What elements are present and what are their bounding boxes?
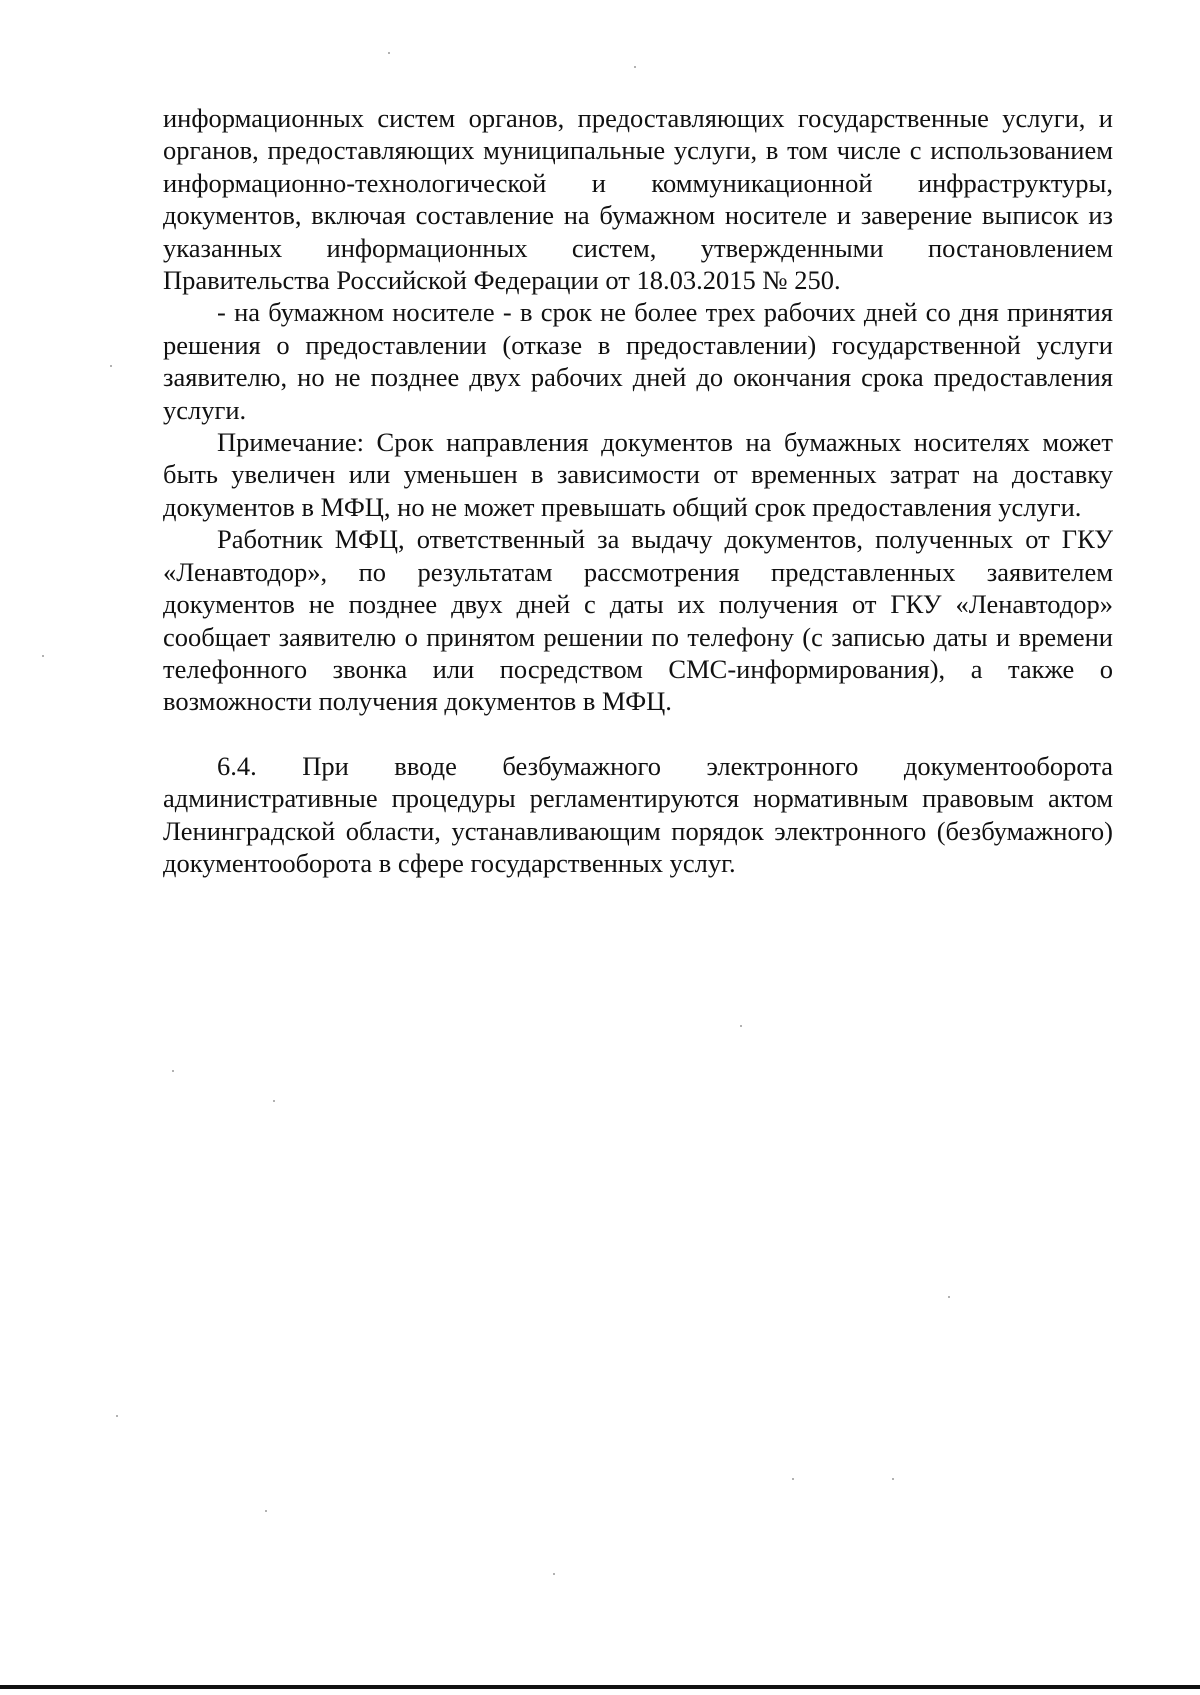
scan-speck — [948, 1296, 950, 1298]
scan-speck — [265, 1510, 267, 1512]
paragraph-section-6-4: 6.4. При вводе безбумажного электронного документооборота административные процедуры регламентируются нормативным правовым актом Ленинградской области, устанавливающим порядок электронного (безбумажного) документооборота в сфере государственных услуг. — [163, 750, 1113, 878]
paragraph-mfc-worker: Работник МФЦ, ответственный за выдачу документов, полученных от ГКУ «Ленавтодор», по результатам рассмотрения представленных заявителем документов не позднее двух дней с даты их получения от ГКУ «Ленавтодор» сообщает заявителю о принятом решении по телефону (с записью даты и времени телефонного звонка или посредством СМС-информирования), а также о возможности получения документов в МФЦ. — [163, 524, 1113, 717]
scan-speck — [110, 365, 112, 367]
scan-speck — [740, 1025, 742, 1027]
scan-speck — [792, 1478, 794, 1480]
scan-speck — [116, 1415, 118, 1417]
bottom-border-line — [0, 1685, 1200, 1689]
scan-speck — [42, 655, 44, 657]
paragraph-note: Примечание: Срок направления документов на бумажных носителях может быть увеличен или уменьшен в зависимости от временных затрат на доставку документов в МФЦ, но не может превышать общий срок предоставления услуги. — [163, 427, 1113, 522]
paragraph-paper-delivery: - на бумажном носителе - в срок не более трех рабочих дней со дня принятия решения о предоставлении (отказе в предоставлении) государственной услуги заявителю, но не позднее двух рабочих дней до окончания срока предоставления услуги. — [163, 297, 1113, 425]
paragraph-continuation: информационных систем органов, предоставляющих государственные услуги, и органов, предоставляющих муниципальные услуги, в том числе с использованием информационно-технологической и коммуникационной инфраструктуры, документов, включая составление на бумажном носителе и заверение выписок из указанных информационных систем, утвержденными постановлением Правительства Российской Федерации от 18.03.2015 № 250. — [163, 103, 1113, 296]
paragraph-spacer — [163, 718, 1113, 750]
scan-speck — [892, 1478, 894, 1480]
scan-speck — [553, 1573, 555, 1575]
scan-speck — [388, 52, 390, 54]
scan-speck — [273, 1100, 275, 1102]
scan-speck — [172, 1070, 174, 1072]
scan-speck — [634, 66, 636, 68]
document-body — [163, 102, 1113, 879]
